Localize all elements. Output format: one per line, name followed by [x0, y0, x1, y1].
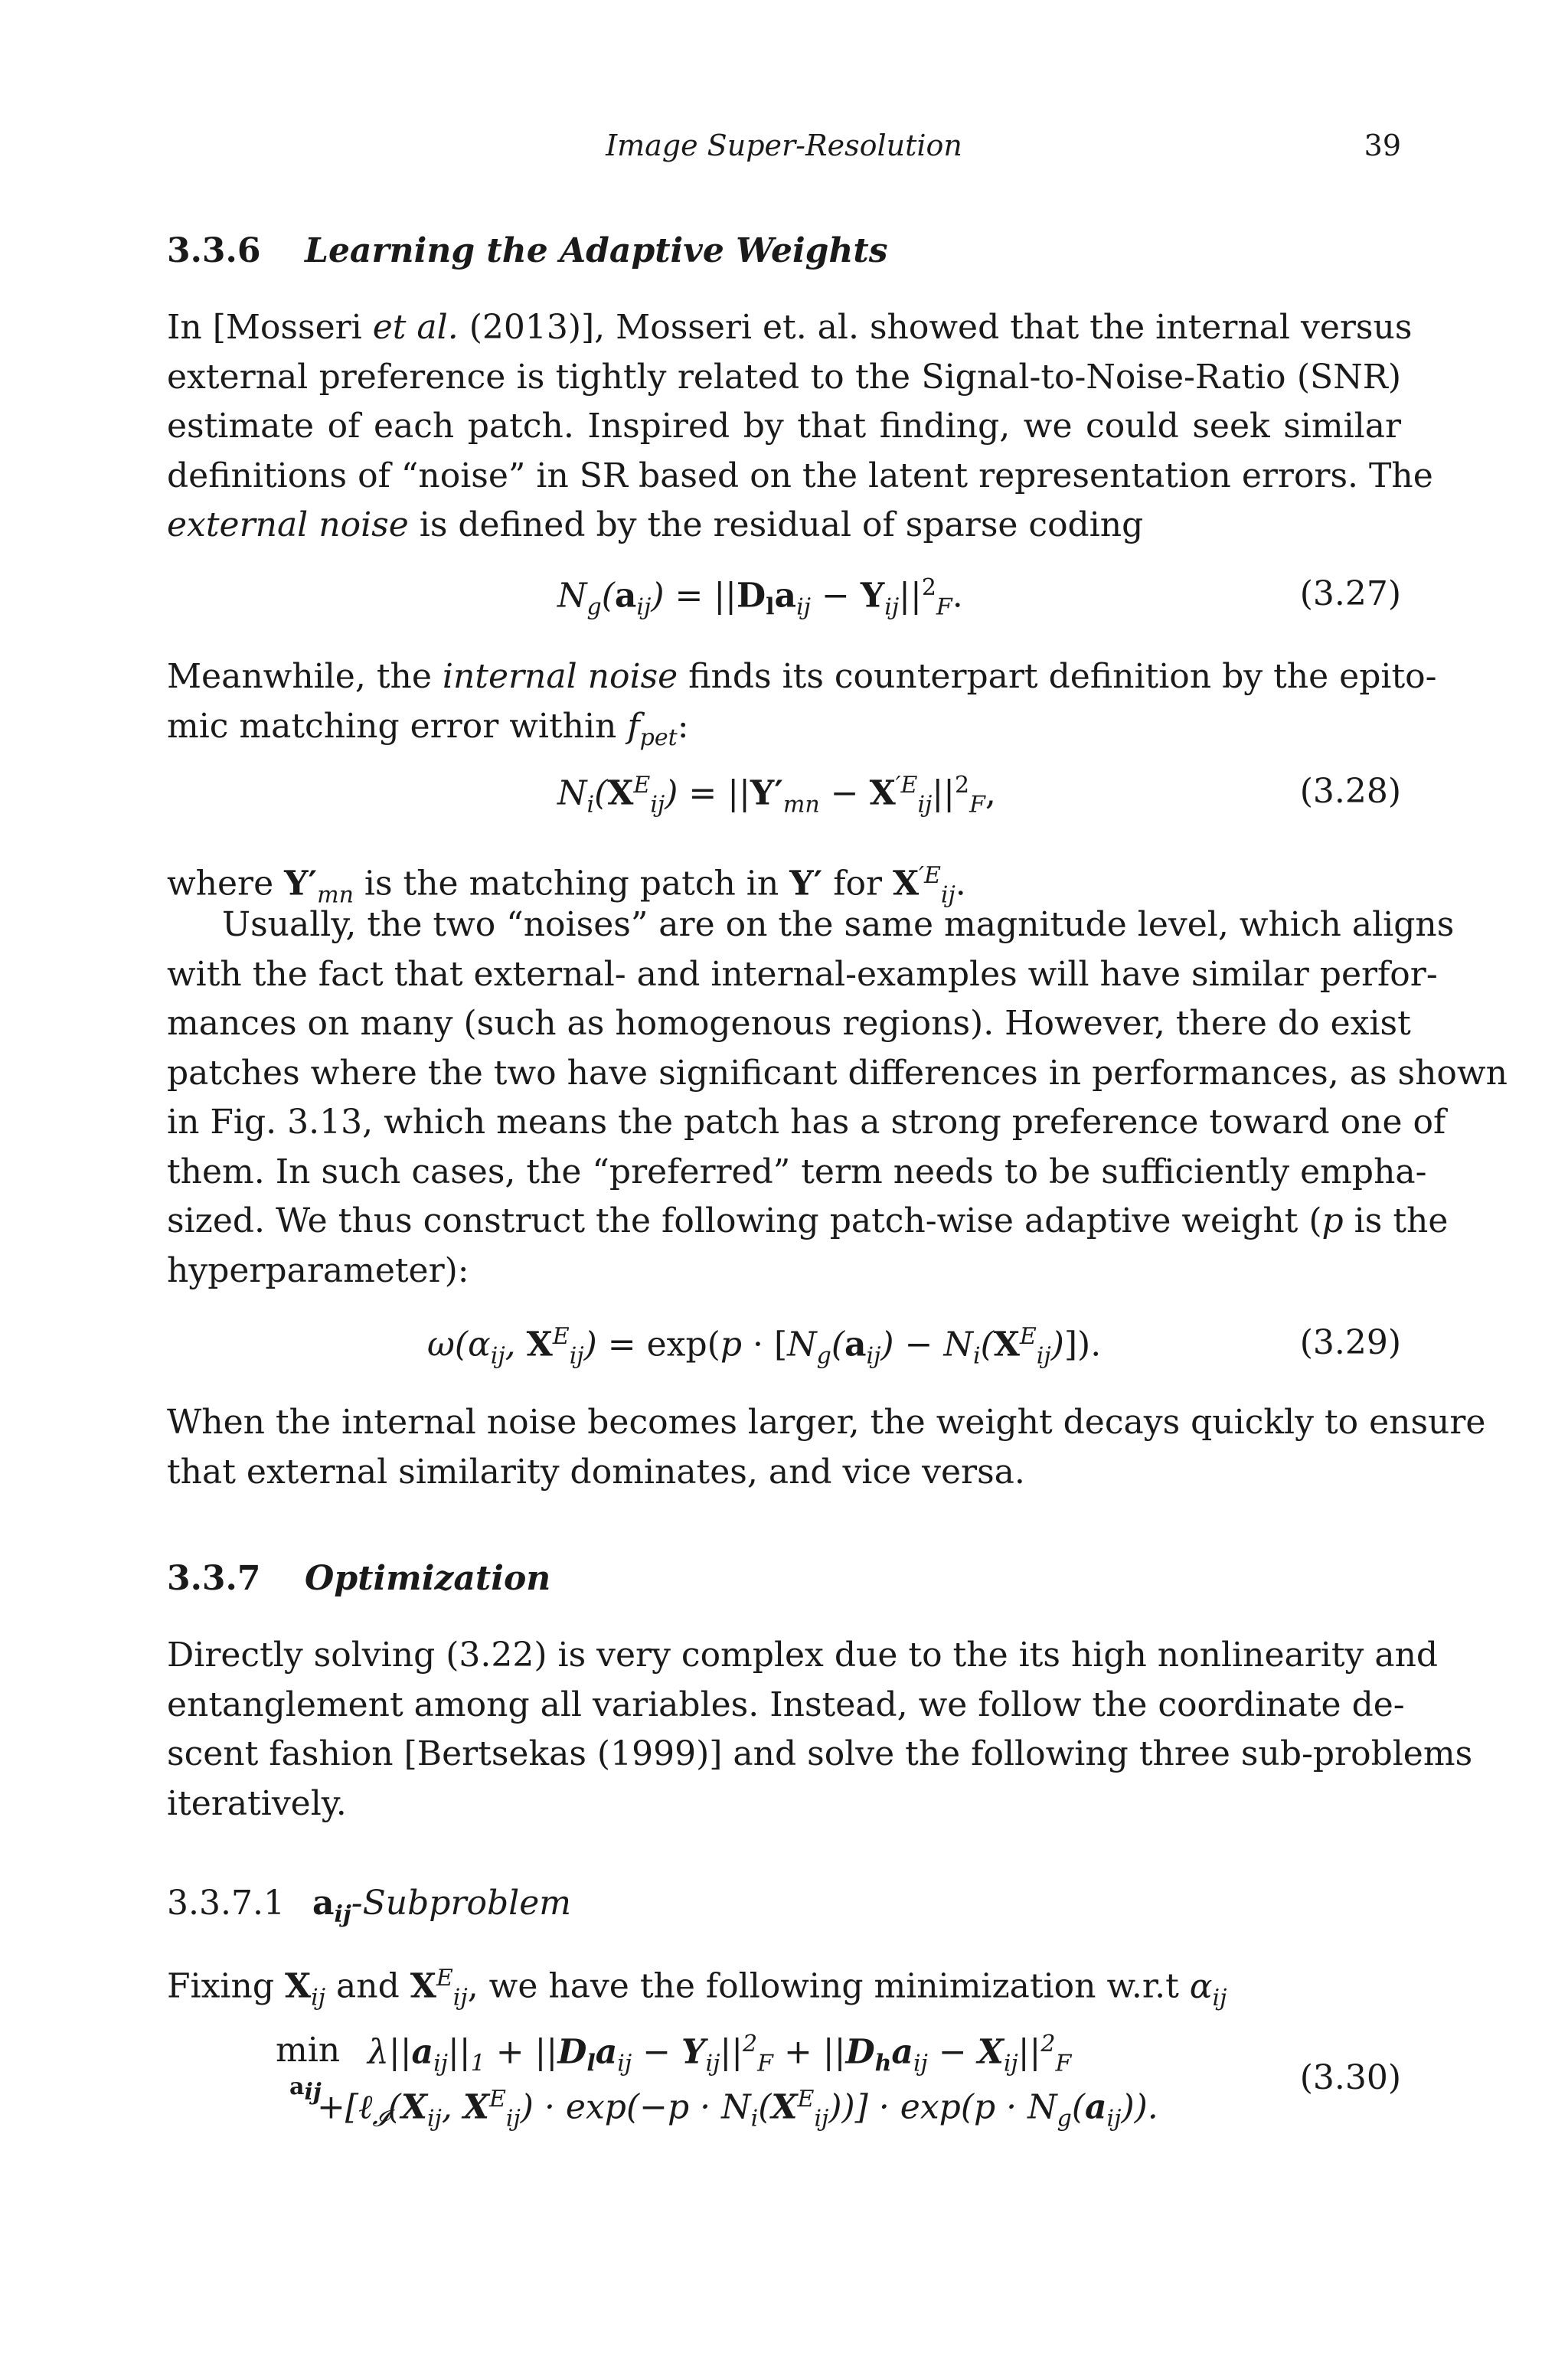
paragraph-adaptive-weight — [167, 900, 1508, 1296]
text-line: In [Mosseri et al. (2013)], Mosseri et. al. showed that the internal versus — [167, 308, 1413, 347]
text-line: mic matching error within $f_{pet}$: — [167, 706, 689, 751]
equation-number: (3.28) — [1299, 772, 1401, 811]
text-line: with the fact that external- and internal-examples will have similar perfor- — [167, 954, 1438, 994]
running-header — [167, 129, 1401, 172]
subsection-number: 3.3.7.1 — [167, 1884, 285, 1923]
text-line: iteratively. — [167, 1783, 347, 1823]
section-number: 3.3.7 — [167, 1559, 261, 1598]
equation-expression: $N_i(X^E_{ij}) = ||Y'_{mn} - X^{'E}_{ij}||^2_F$, — [557, 772, 996, 819]
paragraph-weight-decay — [167, 1398, 1486, 1497]
text-line: hyperparameter): — [167, 1250, 469, 1290]
equation-line-1: $\lambda||a_{ij}||_1 + ||D_la_{ij} - Y_{ij}||^2_F + ||D_ha_{ij} - X_{ij}||^2_F$ — [368, 2031, 1072, 2077]
section-title: Learning the Adaptive Weights — [305, 231, 888, 270]
equation-number: (3.29) — [1299, 1323, 1401, 1362]
text-line: mances on many (such as homogenous regions). However, there do exist — [167, 1004, 1411, 1043]
paragraph-fixing — [167, 1954, 1401, 2023]
text-line: Usually, the two “noises” are on the same magnitude level, which aligns — [222, 905, 1455, 944]
equation-number: (3.27) — [1299, 574, 1401, 613]
text-line: that external similarity dominates, and vice versa. — [167, 1452, 1025, 1492]
text-line: entanglement among all variables. Instead, we follow the coordinate de- — [167, 1685, 1405, 1724]
equation-line-2: $+[\ell_𝓘(X_{ij}$, $X^E_{ij}) \cdot \exp(-p \cdot N_i(X^E_{ij}))] \cdot \exp(p \cdot N_g(a_{ij}))$. — [317, 2086, 1158, 2132]
text-line: them. In such cases, the “preferred” term needs to be sufficiently empha- — [167, 1152, 1427, 1191]
running-title: Image Super-Resolution — [606, 129, 962, 162]
min-subscript: $a_{ij}$ — [289, 2074, 322, 2106]
text-line: When the internal noise becomes larger, the weight decays quickly to ensure — [167, 1403, 1486, 1442]
text-line: estimate of each patch. Inspired by that finding, we could seek similar — [167, 407, 1401, 446]
page-number: 39 — [1364, 129, 1401, 162]
text-line: in Fig. 3.13, which means the patch has a strong preference toward one of — [167, 1103, 1446, 1142]
section-title: Optimization — [305, 1559, 551, 1598]
section-heading-3-3-7 — [167, 1559, 550, 1598]
equation-number: (3.30) — [1299, 2058, 1401, 2097]
subsection-variable: $a_{ij}$ — [312, 1884, 351, 1928]
text-line: external preference is tightly related to the Signal-to-Noise-Ratio (SNR) — [167, 357, 1401, 397]
min-operator: min — [276, 2031, 341, 2070]
text-line: Meanwhile, the internal noise finds its counterpart definition by the epito- — [167, 657, 1437, 696]
text-line: scent fashion [Bertsekas (1999)] and solve the following three sub-problems — [167, 1734, 1473, 1773]
text-line: external noise is defined by the residual of sparse coding — [167, 505, 1144, 544]
equation-3-29 — [167, 1323, 1401, 1372]
paragraph-optimization — [167, 1631, 1473, 1828]
equation-3-28 — [167, 772, 1401, 821]
text-line: Fixing $X_{ij}$ and $X^E_{ij}$, we have the following minimization w.r.t $\alpha_{ij}$ — [167, 1965, 1227, 2011]
text-line: where $Y'_{mn}$ is the matching patch in Y′ for $X^{'E}_{ij}$. — [167, 862, 966, 909]
equation-3-27 — [167, 574, 1401, 623]
text-line: definitions of “noise” in SR based on the latent representation errors. The — [167, 456, 1433, 495]
paragraph-noise-definition — [167, 303, 1433, 551]
subsection-title: -Subproblem — [351, 1884, 571, 1923]
equation-expression: $N_g(a_{ij}) = ||D_la_{ij} - Y_{ij}||^2_F$. — [557, 574, 963, 621]
subsection-heading-3-3-7-1 — [167, 1884, 571, 1928]
equation-3-30 — [167, 2031, 1401, 2145]
text-line: Directly solving (3.22) is very complex due to the its high nonlinearity and — [167, 1636, 1439, 1675]
text-line: patches where the two have significant differences in performances, as shown — [167, 1053, 1508, 1093]
text-line: sized. We thus construct the following patch-wise adaptive weight (p is the — [167, 1201, 1449, 1240]
equation-expression: $\omega(\alpha_{ij}$, $X^E_{ij}) = \exp(p \cdot [N_g(a_{ij}) - N_i(X^E_{ij})])$. — [427, 1323, 1102, 1370]
section-number: 3.3.6 — [167, 231, 261, 270]
section-heading-3-3-6 — [167, 231, 888, 270]
paragraph-internal-noise — [167, 652, 1437, 763]
